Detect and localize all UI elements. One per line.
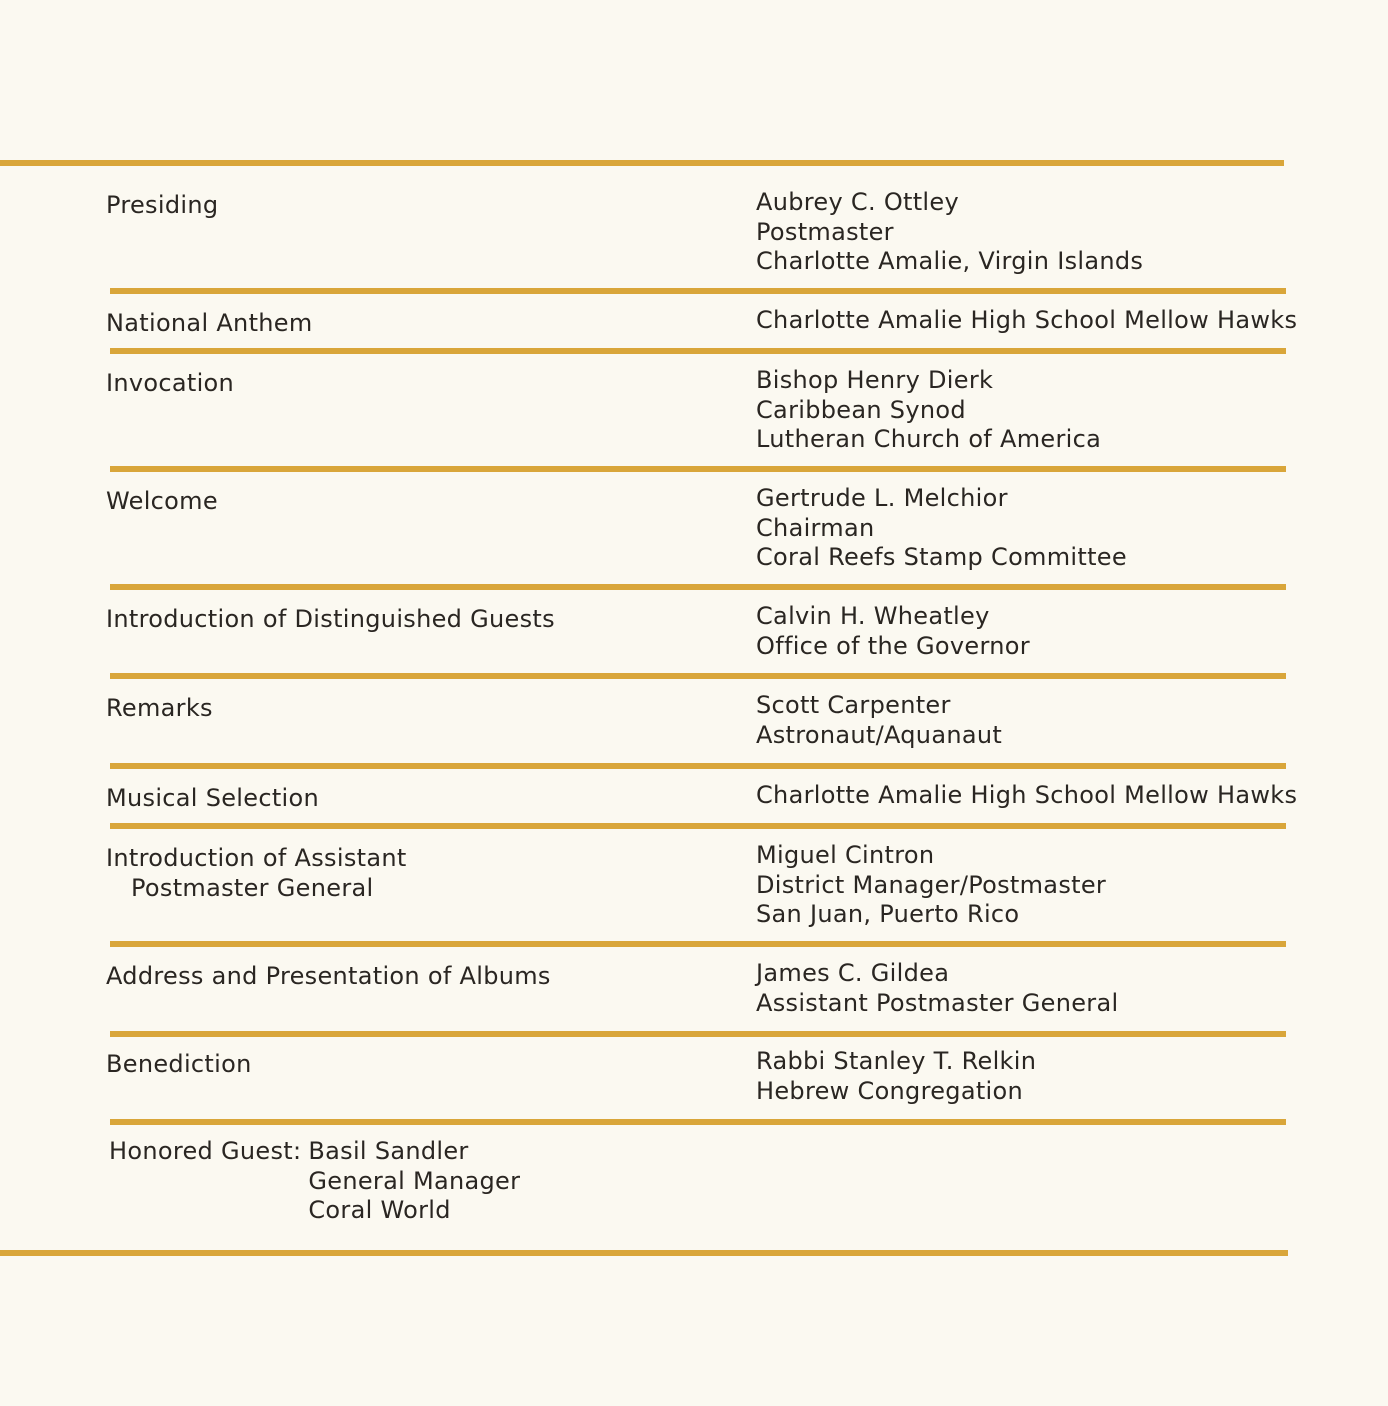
row-details	[756, 484, 1127, 573]
row-details	[756, 1047, 1036, 1106]
row-details	[756, 188, 1143, 277]
row-details	[756, 841, 1106, 930]
row-role: Welcome	[106, 487, 218, 515]
detail-name: Charlotte Amalie High School Mellow Hawks	[756, 781, 1298, 809]
row-details	[756, 959, 1118, 1018]
top-rule	[0, 160, 1284, 166]
detail-name: Rabbi Stanley T. Relkin	[756, 1047, 1037, 1075]
row-details	[756, 691, 1002, 750]
divider-rule	[110, 941, 1286, 947]
row-role: Introduction of Distinguished Guests	[106, 605, 555, 633]
row-details	[756, 366, 1101, 455]
detail-org: Hebrew Congregation	[756, 1076, 1024, 1105]
honored-guest-title: General Manager	[308, 1166, 521, 1195]
row-role	[106, 844, 407, 903]
honored-guest-details	[308, 1137, 520, 1226]
row-role-line: Introduction of Assistant	[106, 844, 407, 872]
row-role-line: Postmaster General	[131, 873, 374, 902]
detail-org: Coral Reefs Stamp Committee	[756, 543, 1127, 571]
detail-name: Calvin H. Wheatley	[756, 602, 990, 630]
row-details	[756, 306, 1297, 336]
detail-name: Aubrey C. Ottley	[756, 188, 959, 216]
detail-name: Bishop Henry Dierk	[756, 366, 994, 394]
detail-org: Lutheran Church of America	[756, 425, 1102, 453]
row-role: Invocation	[106, 369, 235, 397]
honored-guest	[109, 1137, 520, 1226]
row-role: Remarks	[106, 694, 213, 722]
row-role: Musical Selection	[106, 784, 319, 812]
divider-rule	[110, 466, 1286, 472]
divider-rule	[110, 1031, 1286, 1037]
honored-guest-label: Honored Guest:	[109, 1137, 302, 1165]
row-role: Presiding	[106, 191, 219, 219]
honored-guest-name: Basil Sandler	[308, 1137, 469, 1165]
bottom-rule	[0, 1250, 1288, 1256]
honored-guest-org: Coral World	[308, 1196, 451, 1224]
divider-rule	[110, 348, 1286, 354]
detail-name: James C. Gildea	[756, 959, 950, 987]
divider-rule	[110, 823, 1286, 829]
detail-org: Charlotte Amalie, Virgin Islands	[756, 247, 1144, 275]
row-role: Benediction	[106, 1050, 252, 1078]
row-details	[756, 602, 1030, 661]
detail-title: Caribbean Synod	[756, 395, 966, 424]
divider-rule	[110, 584, 1286, 590]
detail-title: Astronaut/Aquanaut	[756, 720, 1003, 749]
row-role: National Anthem	[106, 309, 313, 337]
row-role: Address and Presentation of Albums	[106, 962, 551, 990]
detail-title: Assistant Postmaster General	[756, 988, 1119, 1017]
divider-rule	[110, 288, 1286, 294]
row-details	[756, 781, 1297, 811]
detail-title: Postmaster	[756, 217, 894, 246]
detail-org: San Juan, Puerto Rico	[756, 900, 1020, 928]
detail-name: Charlotte Amalie High School Mellow Hawks	[756, 306, 1298, 334]
detail-name: Scott Carpenter	[756, 691, 951, 719]
divider-rule	[110, 763, 1286, 769]
detail-title: District Manager/Postmaster	[756, 870, 1107, 899]
detail-org: Office of the Governor	[756, 631, 1030, 660]
detail-title: Chairman	[756, 513, 875, 542]
divider-rule	[110, 673, 1286, 679]
divider-rule	[110, 1119, 1286, 1125]
detail-name: Miguel Cintron	[756, 841, 935, 869]
detail-name: Gertrude L. Melchior	[756, 484, 1008, 512]
